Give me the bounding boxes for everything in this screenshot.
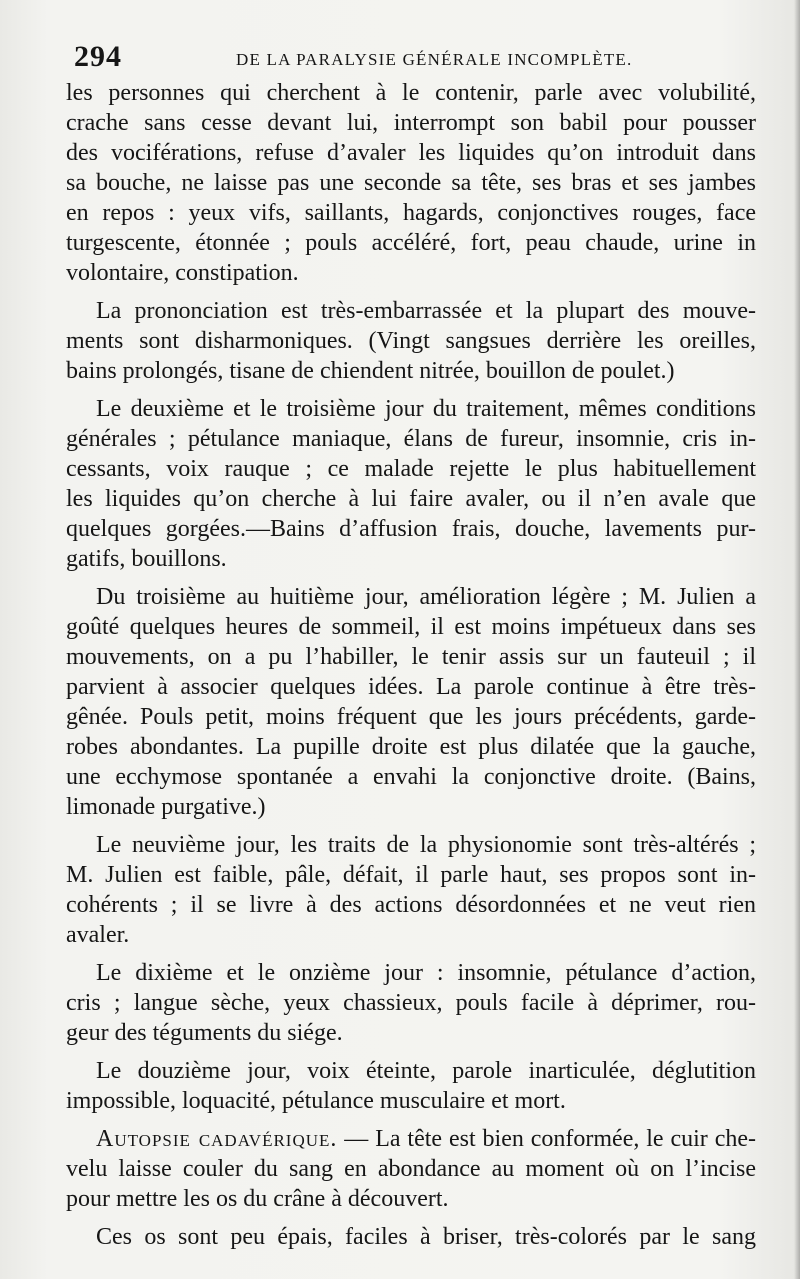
page-number: 294 <box>74 40 122 73</box>
text-line: Du troisième au huitième jour, amélioration légère ; M. Julien a <box>96 584 756 610</box>
text-line: impossible, loquacité, pétulance musculaire et mort. <box>66 1088 566 1114</box>
text-line: geur des téguments du siége. <box>66 1020 343 1046</box>
text-line: volontaire, constipation. <box>66 260 299 286</box>
paragraph <box>66 582 756 822</box>
paragraph <box>66 830 756 950</box>
paragraph <box>66 1222 756 1252</box>
page-header <box>74 40 754 80</box>
text-line: cohérents ; il se livre à des actions désordonnées et ne veut rien <box>66 892 756 918</box>
text-line: La prononciation est très-embarrassée et la plupart des mouve- <box>96 298 756 324</box>
text-line: velu laisse couler du sang en abondance au moment où on l’incise <box>66 1156 756 1182</box>
text-line: mouvements, on a pu l’habiller, le tenir assis sur un fauteuil ; il <box>66 644 756 670</box>
paragraph <box>66 78 756 288</box>
running-title: DE LA PARALYSIE GÉNÉRALE INCOMPLÈTE. <box>236 50 633 69</box>
text-line: gênée. Pouls petit, moins fréquent que les jours précédents, garde- <box>66 704 756 730</box>
text-line: les personnes qui cherchent à le contenir, parle avec volubilité, <box>66 80 756 106</box>
page-edge-shadow <box>794 0 800 1279</box>
text-line: Le dixième et le onzième jour : insomnie, pétulance d’action, <box>96 960 756 986</box>
text-line: bains prolongés, tisane de chiendent nitrée, bouillon de poulet.) <box>66 358 675 384</box>
text-line: Le deuxième et le troisième jour du traitement, mêmes conditions <box>96 396 756 422</box>
paragraph <box>66 958 756 1048</box>
text-line: crache sans cesse devant lui, interrompt son babil pour pousser <box>66 110 756 136</box>
text-line: les liquides qu’on cherche à lui faire avaler, ou il n’en avale que <box>66 486 756 512</box>
paragraph-autopsy <box>66 1124 756 1214</box>
text-line: en repos : yeux vifs, saillants, hagards, conjonctives rouges, face <box>66 200 756 226</box>
text-line <box>66 1124 756 1154</box>
text-line: des vociférations, refuse d’avaler les liquides qu’on introduit dans <box>66 140 756 166</box>
text-line: turgescente, étonnée ; pouls accéléré, fort, peau chaude, urine in <box>66 230 756 256</box>
text-line: Le neuvième jour, les traits de la physionomie sont très-altérés ; <box>96 832 756 858</box>
text-line: ments sont disharmoniques. (Vingt sangsues derrière les oreilles, <box>66 328 756 354</box>
body-text <box>66 78 756 1260</box>
paragraph <box>66 296 756 386</box>
text-line: cris ; langue sèche, yeux chassieux, pouls facile à déprimer, rou- <box>66 990 756 1016</box>
text-line: robes abondantes. La pupille droite est plus dilatée que la gauche, <box>66 734 756 760</box>
text-line: gatifs, bouillons. <box>66 546 227 572</box>
text-line: générales ; pétulance maniaque, élans de fureur, insomnie, cris in- <box>66 426 756 452</box>
text-line: M. Julien est faible, pâle, défait, il parle haut, ses propos sont in- <box>66 862 756 888</box>
text-run: — La tête est bien conformée, le cuir che- <box>337 1126 756 1152</box>
text-line: une ecchymose spontanée a envahi la conjonctive droite. (Bains, <box>66 764 756 790</box>
text-line: avaler. <box>66 922 130 948</box>
text-line: parvient à associer quelques idées. La parole continue à être très- <box>66 674 756 700</box>
section-heading: Autopsie cadavérique. <box>96 1126 338 1152</box>
text-line: Le douzième jour, voix éteinte, parole inarticulée, déglutition <box>96 1058 756 1084</box>
text-line: limonade purgative.) <box>66 794 266 820</box>
text-line: cessants, voix rauque ; ce malade rejette le plus habituellement <box>66 456 756 482</box>
text-line: sa bouche, ne laisse pas une seconde sa tête, ses bras et ses jambes <box>66 170 756 196</box>
text-line: pour mettre les os du crâne à découvert. <box>66 1186 449 1212</box>
text-line: goûté quelques heures de sommeil, il est moins impétueux dans ses <box>66 614 756 640</box>
paragraph <box>66 394 756 574</box>
text-line: quelques gorgées.—Bains d’affusion frais, douche, lavements pur- <box>66 516 756 542</box>
paragraph <box>66 1056 756 1116</box>
text-line: Ces os sont peu épais, faciles à briser, très-colorés par le sang <box>96 1224 756 1250</box>
